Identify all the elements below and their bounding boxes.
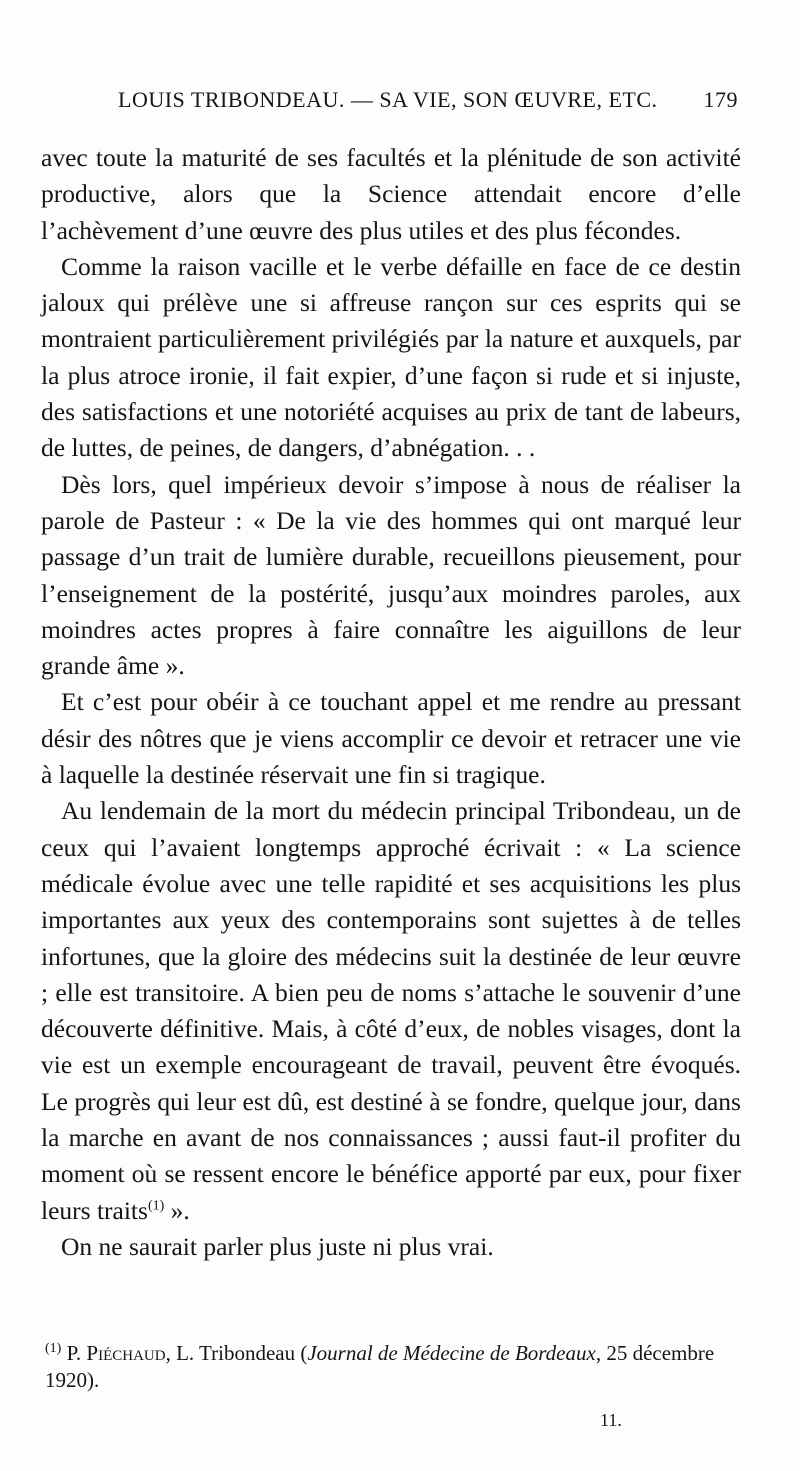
paragraph-5-end: ». bbox=[164, 1195, 190, 1225]
footnote-text-after: , 25 décembre 1920). bbox=[45, 1341, 715, 1392]
paragraph-6: On ne saurait parler plus juste ni plus vrai. bbox=[61, 1231, 494, 1261]
footnote-reference[interactable]: (1) bbox=[147, 1198, 165, 1214]
paragraph-5-text: Au lendemain de la mort du médecin principal Tribondeau, un de ceux qui l’avaient longtemps approché écrivait : « La science médicale évolue avec une telle rapidité et ses acquisitions les plus importantes aux yeux des contemporains sont sujettes à de telles infortunes, que la gloire des médecins suit la destinée de leur œuvre ; elle est transitoire. A bien peu de noms s’attache le souvenir d’une découverte définitive. Mais, à côté d’eux, de nobles visages, dont la vie est un exemple encourageant de travail, peuvent être évoqués. Le progrès qui leur est dû, est destiné à se fondre, quelque jour, dans la marche en avant de nos connaissances ; aussi faut-il profiter du moment où se ressent encore le bénéfice apporté par eux, pour fixer leurs traits bbox=[41, 796, 741, 1225]
page-number: 179 bbox=[703, 87, 738, 112]
body-text bbox=[41, 140, 741, 1265]
footnote-author: P. Piéchaud bbox=[66, 1341, 166, 1365]
signature-mark: 11. bbox=[600, 1410, 622, 1430]
footnote-text-before: , L. Tribondeau ( bbox=[165, 1341, 308, 1365]
footnote-marker: (1) bbox=[45, 1341, 62, 1356]
footnote bbox=[45, 1340, 735, 1394]
paragraph-4: Et c’est pour obéir à ce touchant appel et me rendre au pressant désir des nôtres que je viens accomplir ce devoir et retracer une vie à laquelle la destinée réservait une fin si tragique. bbox=[41, 687, 741, 790]
paragraph-1: avec toute la maturité de ses facultés et la plénitude de son activité productive, alors que la Science attendait encore d’elle l’achèvement d’une œuvre des plus utiles et des plus fécondes. bbox=[41, 143, 741, 245]
paragraph-3: Dès lors, quel impérieux devoir s’impose à nous de réaliser la parole de Pasteur : « De la vie des hommes qui ont marqué leur passage d’un trait de lumière durable, recueillons pieusement, pour l’enseignement de la postérité, jusqu’aux moindres paroles, aux moindres actes propres à faire connaître les aiguillons de leur grande âme ». bbox=[41, 469, 741, 681]
paragraph-2: Comme la raison vacille et le verbe défaille en face de ce destin jaloux qui prélève une si affreuse rançon sur ces esprits qui se montraient particulièrement privilégiés par la nature et auxquels, par la plus atroce ironie, il fait expier, d’une façon si rude et si injuste, des satisfactions et une notoriété acquises au prix de tant de labeurs, de luttes, de peines, de dangers, d’abnégation. . . bbox=[41, 251, 741, 463]
footnote-journal: Journal de Médecine de Bordeaux bbox=[307, 1341, 596, 1365]
paragraph-5 bbox=[41, 793, 741, 1229]
running-title: LOUIS TRIBONDEAU. — SA VIE, SON ŒUVRE, ETC. bbox=[118, 87, 658, 112]
